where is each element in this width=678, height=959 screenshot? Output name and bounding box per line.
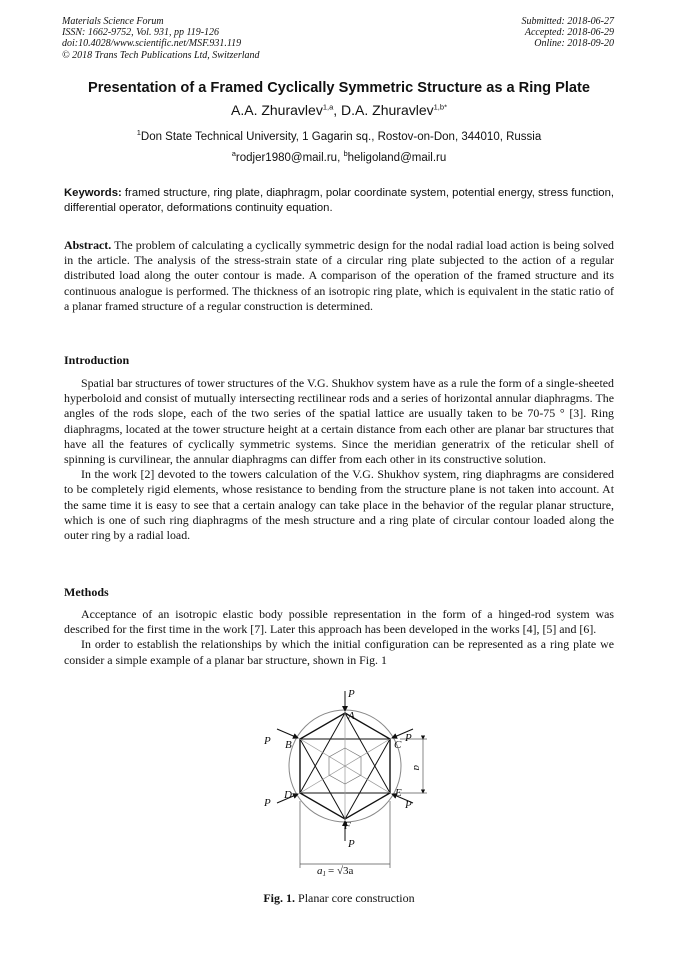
introduction-heading: Introduction bbox=[64, 353, 130, 367]
label-a: A bbox=[348, 710, 355, 722]
authors bbox=[40, 102, 638, 118]
affiliation-sup: 1 bbox=[136, 128, 141, 138]
label-p-right-top: P bbox=[405, 732, 412, 744]
radial-rods bbox=[300, 713, 390, 819]
label-p-top: P bbox=[348, 688, 355, 700]
planar-bar-structure-figure bbox=[255, 686, 445, 876]
journal-info bbox=[62, 16, 260, 61]
keywords-label: Keywords: bbox=[64, 187, 122, 199]
abstract-label: Abstract. bbox=[64, 238, 112, 252]
email-a[interactable]: rodjer1980@mail.ru bbox=[235, 152, 338, 164]
methods-paragraph-1: Acceptance of an isotropic elastic body possible representation in the form of a hinged-rod system was described for the first time in the work [7]. Later this approach has been developed in the works [4], [5] and [6]. bbox=[64, 607, 614, 637]
author-1-sup: 1,a bbox=[322, 102, 334, 112]
journal-name: Materials Science Forum bbox=[62, 16, 164, 27]
label-p-right-bottom: P bbox=[405, 799, 412, 811]
label-d: D bbox=[284, 789, 292, 801]
issn-line: ISSN: 1662-9752, Vol. 931, pp 119-126 bbox=[62, 27, 220, 39]
methods-paragraph-2: In order to establish the relationships by which the initial configuration can be represented as a ring plate we consider a simple example of a planar bar structure, shown in Fig. 1 bbox=[64, 637, 614, 667]
copyright-line: © 2018 Trans Tech Publications Ltd, Switzerland bbox=[62, 49, 260, 61]
author-2-sup: 1,b* bbox=[433, 102, 447, 112]
paper-title: Presentation of a Framed Cyclically Symmetric Structure as a Ring Plate bbox=[87, 80, 591, 96]
doi-line: doi:10.4028/www.scientific.net/MSF.931.119 bbox=[62, 38, 242, 50]
label-a1-dimension: a1 = √3a bbox=[317, 865, 354, 876]
submitted-date: Submitted: 2018-06-27 bbox=[521, 16, 614, 27]
email-separator: , bbox=[337, 152, 344, 164]
email-b[interactable]: heligoland@mail.ru bbox=[347, 152, 447, 164]
figure-caption bbox=[40, 891, 638, 906]
introduction-body bbox=[64, 376, 614, 543]
emails bbox=[40, 149, 638, 164]
online-date: Online: 2018-09-20 bbox=[534, 38, 614, 50]
figure-caption-text: Planar core construction bbox=[295, 891, 415, 905]
label-a-dimension: a bbox=[411, 765, 423, 771]
affiliation-text: Don State Technical University, 1 Gagarin sq., Rostov-on-Don, 344010, Russia bbox=[140, 131, 542, 143]
label-b: B bbox=[285, 739, 292, 751]
publication-dates bbox=[522, 16, 615, 50]
methods-body bbox=[64, 607, 614, 668]
accepted-date: Accepted: 2018-06-29 bbox=[524, 27, 614, 39]
email-b-sup: b bbox=[343, 149, 348, 159]
label-p-left-bottom: P bbox=[264, 797, 271, 809]
introduction-paragraph-2: In the work [2] devoted to the towers calculation of the V.G. Shukhov system, ring diaphragms are considered to be completely rigid elements, whose resistance to bending from the structure plane is not taken into account. At the same time it is easy to see that a certain analogy can take place in the behavior of the regular planar structure, which is one of such ring diaphragms of the mesh structure and a ring plate of circular contour loaded along the outer ring by a radial load. bbox=[64, 467, 614, 543]
keywords-text: framed structure, ring plate, diaphragm, polar coordinate system, potential energy, stress function, differential operator, deformations continuity equation. bbox=[64, 187, 614, 214]
label-p-left-top: P bbox=[264, 735, 271, 747]
abstract bbox=[64, 238, 614, 314]
label-c: C bbox=[394, 739, 402, 751]
keywords bbox=[64, 186, 614, 216]
affiliation bbox=[40, 128, 638, 143]
introduction-paragraph-1: Spatial bar structures of tower structures of the V.G. Shukhov system have as a rule the form of a single-sheeted hyperboloid and consist of mutually intersecting rectilinear rods and a series of horizontal annular diaphragms. The angles of the rods slope, each of the two series of the spatial lattice are usually taken to be 70-75 ° [3]. Ring diaphragms, located at the tower structure height at a certain distance from each other are planar bar structures that have all the features of cyclically symmetric systems. Since the meridian generatrix of the reticular shell of spinning is curvilinear, the annular diaphragms can differ from each other in its constructive solution. bbox=[64, 376, 614, 467]
abstract-text: The problem of calculating a cyclically symmetric design for the nodal radial load action is being solved in the article. The analysis of the stress-strain state of a circular ring plate subjected to the action of a regular distributed load along the outer contour is made. A comparison of the operation of the framed structure and its continuous analogue is performed. The thickness of an isotropic ring plate, which is equivalent in the static ratio of a planar framed structure of a regular construction is determined. bbox=[64, 238, 614, 313]
author-separator: , bbox=[333, 102, 342, 118]
email-a-sup: a bbox=[231, 149, 236, 159]
label-p-bottom: P bbox=[348, 838, 355, 850]
figure-caption-label: Fig. 1. bbox=[263, 891, 296, 905]
author-2: D.A. Zhuravlev bbox=[341, 102, 434, 118]
label-e: E bbox=[395, 787, 402, 799]
author-1: A.A. Zhuravlev bbox=[231, 102, 323, 118]
label-f: F bbox=[344, 820, 351, 832]
methods-heading: Methods bbox=[64, 585, 109, 599]
